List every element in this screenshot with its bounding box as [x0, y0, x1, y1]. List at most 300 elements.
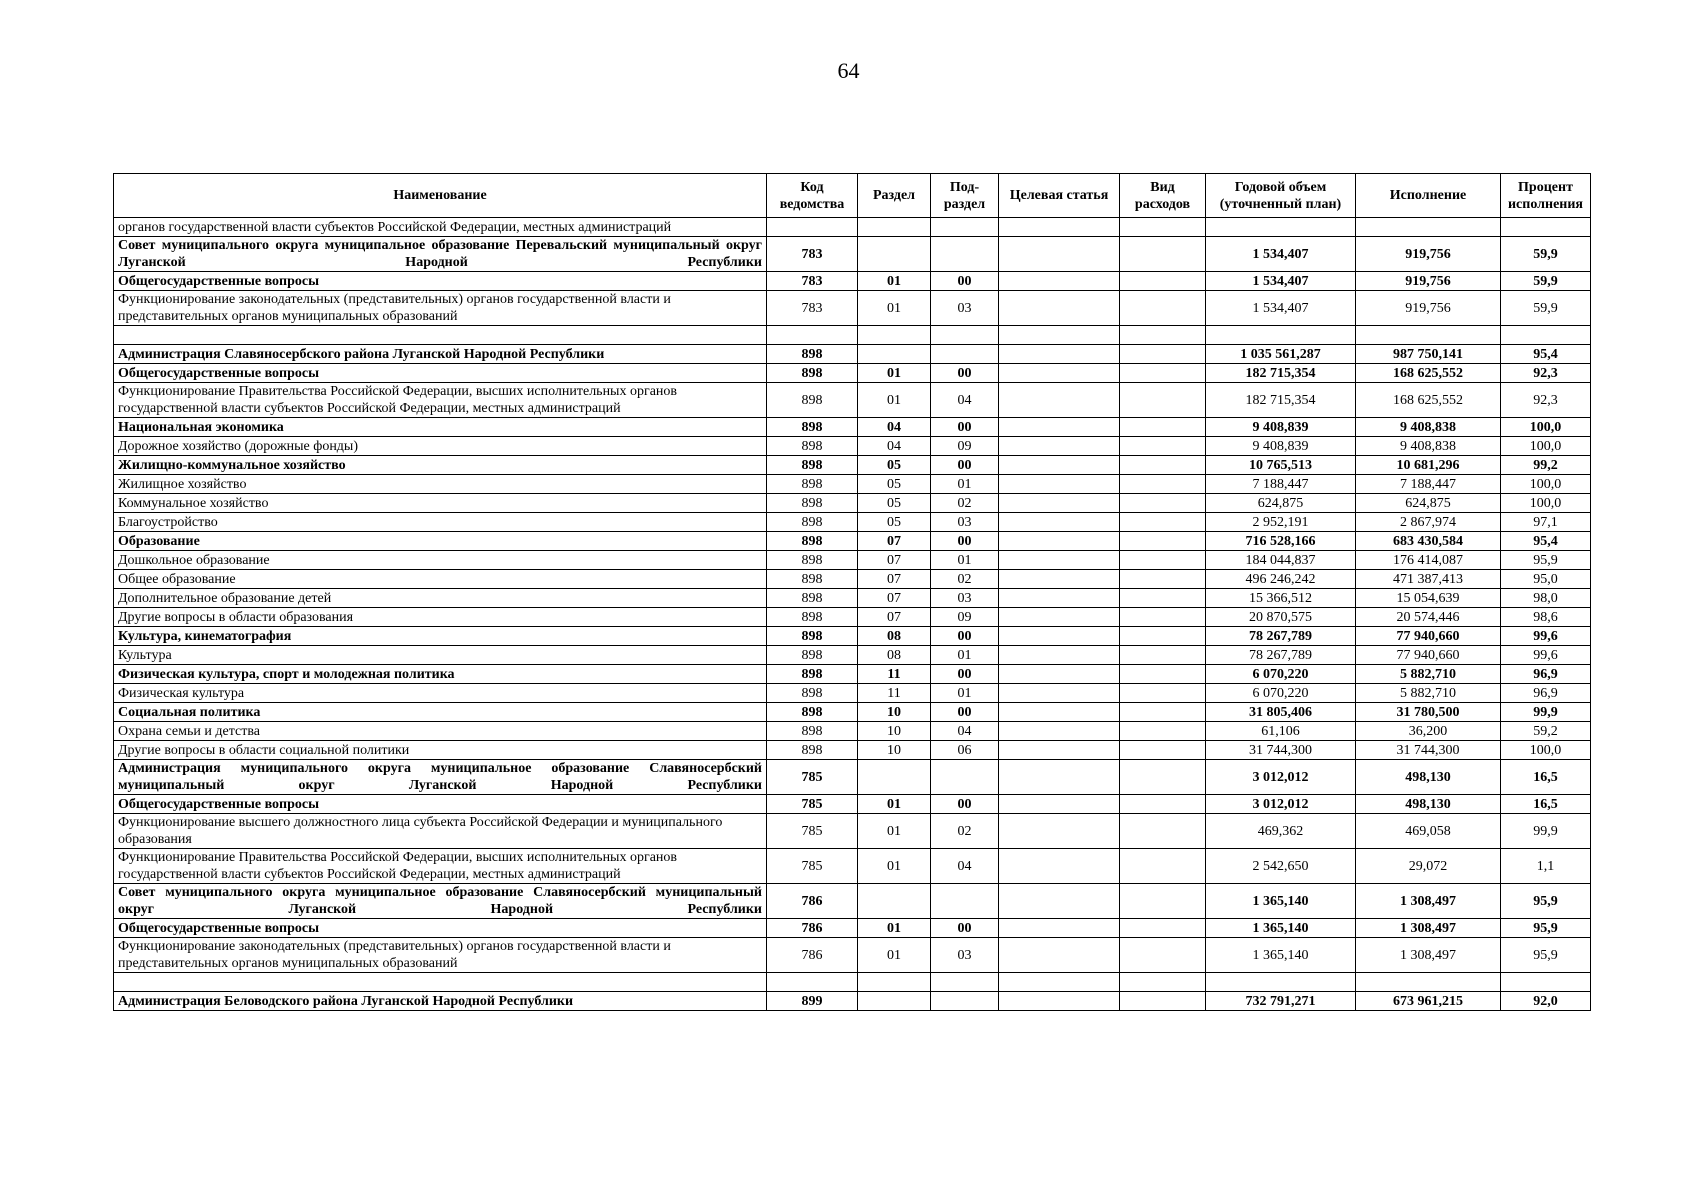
- cell-code: 783: [767, 237, 858, 272]
- cell-plan: 469,362: [1206, 814, 1356, 849]
- cell-name: Национальная экономика: [114, 418, 767, 437]
- cell-plan: 3 012,012: [1206, 795, 1356, 814]
- cell-plan: 9 408,839: [1206, 437, 1356, 456]
- header-pct: Процент исполнения: [1501, 174, 1591, 218]
- cell-exec: 919,756: [1356, 272, 1501, 291]
- cell-type: [1120, 494, 1206, 513]
- table-row: [114, 814, 1591, 849]
- cell-subsection: 03: [931, 291, 999, 326]
- cell-name: Образование: [114, 532, 767, 551]
- cell-type: [1120, 884, 1206, 919]
- cell-pct: 98,6: [1501, 608, 1591, 627]
- cell-subsection: 00: [931, 532, 999, 551]
- cell-section: 07: [858, 608, 931, 627]
- cell-code: 785: [767, 795, 858, 814]
- cell-section: 05: [858, 513, 931, 532]
- cell-target: [999, 814, 1120, 849]
- cell-plan: 2 952,191: [1206, 513, 1356, 532]
- cell-plan: 15 366,512: [1206, 589, 1356, 608]
- cell-pct: 92,0: [1501, 992, 1591, 1011]
- cell-exec: 31 780,500: [1356, 703, 1501, 722]
- cell-exec: 10 681,296: [1356, 456, 1501, 475]
- cell-target: [999, 608, 1120, 627]
- cell-type: [1120, 345, 1206, 364]
- cell-target: [999, 475, 1120, 494]
- cell-target: [999, 665, 1120, 684]
- cell-plan: 7 188,447: [1206, 475, 1356, 494]
- cell-plan: 184 044,837: [1206, 551, 1356, 570]
- cell-target: [999, 795, 1120, 814]
- cell-subsection: 02: [931, 570, 999, 589]
- cell-exec: 168 625,552: [1356, 383, 1501, 418]
- cell-target: [999, 494, 1120, 513]
- cell-plan: 1 365,140: [1206, 919, 1356, 938]
- cell-code: [767, 326, 858, 345]
- cell-pct: 59,9: [1501, 237, 1591, 272]
- cell-exec: 7 188,447: [1356, 475, 1501, 494]
- cell-name: Общегосударственные вопросы: [114, 272, 767, 291]
- cell-name: Общегосударственные вопросы: [114, 919, 767, 938]
- table-row: [114, 237, 1591, 272]
- cell-target: [999, 919, 1120, 938]
- cell-target: [999, 437, 1120, 456]
- cell-exec: 15 054,639: [1356, 589, 1501, 608]
- table-row: [114, 364, 1591, 383]
- cell-pct: 95,4: [1501, 532, 1591, 551]
- cell-pct: 92,3: [1501, 383, 1591, 418]
- cell-section: [858, 760, 931, 795]
- cell-plan: 182 715,354: [1206, 383, 1356, 418]
- cell-pct: 59,2: [1501, 722, 1591, 741]
- cell-plan: 78 267,789: [1206, 646, 1356, 665]
- cell-type: [1120, 627, 1206, 646]
- cell-type: [1120, 589, 1206, 608]
- cell-code: 898: [767, 608, 858, 627]
- cell-name: Общегосударственные вопросы: [114, 795, 767, 814]
- cell-pct: 59,9: [1501, 272, 1591, 291]
- cell-pct: 16,5: [1501, 795, 1591, 814]
- table-row: [114, 938, 1591, 973]
- cell-section: 08: [858, 646, 931, 665]
- cell-pct: 95,9: [1501, 938, 1591, 973]
- cell-name: [114, 973, 767, 992]
- cell-exec: 20 574,446: [1356, 608, 1501, 627]
- cell-code: 898: [767, 532, 858, 551]
- cell-section: 01: [858, 919, 931, 938]
- cell-name: Социальная политика: [114, 703, 767, 722]
- cell-name: Физическая культура: [114, 684, 767, 703]
- cell-subsection: 00: [931, 795, 999, 814]
- cell-code: 898: [767, 383, 858, 418]
- cell-plan: 1 365,140: [1206, 938, 1356, 973]
- cell-subsection: 03: [931, 938, 999, 973]
- cell-target: [999, 646, 1120, 665]
- cell-exec: 168 625,552: [1356, 364, 1501, 383]
- cell-plan: 3 012,012: [1206, 760, 1356, 795]
- cell-code: 898: [767, 703, 858, 722]
- cell-subsection: 00: [931, 919, 999, 938]
- cell-section: 01: [858, 272, 931, 291]
- cell-exec: 5 882,710: [1356, 665, 1501, 684]
- cell-code: 785: [767, 849, 858, 884]
- cell-type: [1120, 608, 1206, 627]
- cell-code: 898: [767, 665, 858, 684]
- page-number: 64: [837, 58, 860, 83]
- cell-type: [1120, 513, 1206, 532]
- cell-section: 01: [858, 383, 931, 418]
- cell-name: Общегосударственные вопросы: [114, 364, 767, 383]
- cell-type: [1120, 684, 1206, 703]
- cell-subsection: 00: [931, 703, 999, 722]
- cell-target: [999, 684, 1120, 703]
- cell-pct: 97,1: [1501, 513, 1591, 532]
- cell-name: Охрана семьи и детства: [114, 722, 767, 741]
- cell-name: Дорожное хозяйство (дорожные фонды): [114, 437, 767, 456]
- cell-name: Дошкольное образование: [114, 551, 767, 570]
- cell-plan: 182 715,354: [1206, 364, 1356, 383]
- cell-pct: 16,5: [1501, 760, 1591, 795]
- cell-exec: 919,756: [1356, 237, 1501, 272]
- cell-subsection: 09: [931, 437, 999, 456]
- cell-code: 898: [767, 646, 858, 665]
- cell-name: Администрация Беловодского района Луганской Народной Республики: [114, 992, 767, 1011]
- cell-name: Функционирование Правительства Российской Федерации, высших исполнительных органов государственной власти субъектов Российской Федерации, местных администраций: [114, 849, 767, 884]
- cell-plan: 31 805,406: [1206, 703, 1356, 722]
- cell-subsection: 04: [931, 849, 999, 884]
- cell-plan: 2 542,650: [1206, 849, 1356, 884]
- cell-section: 04: [858, 437, 931, 456]
- table-row: [114, 218, 1591, 237]
- cell-plan: 716 528,166: [1206, 532, 1356, 551]
- cell-subsection: [931, 973, 999, 992]
- cell-type: [1120, 992, 1206, 1011]
- cell-section: 07: [858, 570, 931, 589]
- cell-type: [1120, 741, 1206, 760]
- cell-type: [1120, 849, 1206, 884]
- cell-section: [858, 218, 931, 237]
- cell-subsection: 00: [931, 272, 999, 291]
- cell-type: [1120, 665, 1206, 684]
- table-row: [114, 532, 1591, 551]
- cell-plan: [1206, 218, 1356, 237]
- cell-subsection: 02: [931, 494, 999, 513]
- table-body: [114, 218, 1591, 1011]
- cell-type: [1120, 703, 1206, 722]
- cell-name: Культура, кинематография: [114, 627, 767, 646]
- table-row: [114, 456, 1591, 475]
- cell-section: 01: [858, 795, 931, 814]
- cell-pct: 95,4: [1501, 345, 1591, 364]
- cell-section: 05: [858, 475, 931, 494]
- cell-type: [1120, 919, 1206, 938]
- cell-type: [1120, 532, 1206, 551]
- cell-name: Функционирование законодательных (представительных) органов государственной власти и представительных органов муниципальных образований: [114, 291, 767, 326]
- header-type: Вид расходов: [1120, 174, 1206, 218]
- table-row: [114, 589, 1591, 608]
- cell-code: 898: [767, 418, 858, 437]
- cell-type: [1120, 551, 1206, 570]
- cell-target: [999, 627, 1120, 646]
- cell-section: 10: [858, 741, 931, 760]
- table-row: [114, 992, 1591, 1011]
- cell-code: 786: [767, 919, 858, 938]
- cell-pct: 1,1: [1501, 849, 1591, 884]
- cell-subsection: [931, 884, 999, 919]
- cell-subsection: 04: [931, 383, 999, 418]
- cell-section: [858, 345, 931, 364]
- header-subsection: Под-раздел: [931, 174, 999, 218]
- cell-exec: 498,130: [1356, 760, 1501, 795]
- cell-exec: 624,875: [1356, 494, 1501, 513]
- cell-code: 898: [767, 437, 858, 456]
- header-exec: Исполнение: [1356, 174, 1501, 218]
- cell-section: 01: [858, 849, 931, 884]
- cell-target: [999, 938, 1120, 973]
- cell-target: [999, 532, 1120, 551]
- cell-subsection: 00: [931, 665, 999, 684]
- cell-name: Совет муниципального округа муниципальное образование Перевальский муниципальный округ Луганской Народной Республики: [114, 237, 767, 272]
- cell-pct: [1501, 973, 1591, 992]
- cell-code: 898: [767, 570, 858, 589]
- cell-section: [858, 884, 931, 919]
- cell-plan: 624,875: [1206, 494, 1356, 513]
- cell-code: 898: [767, 364, 858, 383]
- cell-type: [1120, 437, 1206, 456]
- cell-name: Коммунальное хозяйство: [114, 494, 767, 513]
- cell-target: [999, 456, 1120, 475]
- cell-code: 786: [767, 884, 858, 919]
- cell-target: [999, 741, 1120, 760]
- table-row: [114, 703, 1591, 722]
- cell-code: [767, 218, 858, 237]
- cell-section: [858, 992, 931, 1011]
- cell-pct: 92,3: [1501, 364, 1591, 383]
- table-row: [114, 646, 1591, 665]
- header-name: Наименование: [114, 174, 767, 218]
- cell-pct: 100,0: [1501, 418, 1591, 437]
- cell-code: 898: [767, 494, 858, 513]
- table-row: [114, 722, 1591, 741]
- budget-table: [113, 173, 1591, 1011]
- cell-pct: 59,9: [1501, 291, 1591, 326]
- cell-exec: 5 882,710: [1356, 684, 1501, 703]
- cell-type: [1120, 646, 1206, 665]
- cell-target: [999, 589, 1120, 608]
- cell-subsection: 00: [931, 627, 999, 646]
- cell-plan: [1206, 973, 1356, 992]
- cell-target: [999, 364, 1120, 383]
- cell-subsection: [931, 326, 999, 345]
- cell-name: органов государственной власти субъектов Российской Федерации, местных администраций: [114, 218, 767, 237]
- cell-target: [999, 291, 1120, 326]
- cell-name: Функционирование высшего должностного лица субъекта Российской Федерации и муниципального образования: [114, 814, 767, 849]
- table-row: [114, 627, 1591, 646]
- cell-name: Другие вопросы в области образования: [114, 608, 767, 627]
- cell-target: [999, 383, 1120, 418]
- cell-type: [1120, 973, 1206, 992]
- cell-section: 05: [858, 494, 931, 513]
- table-row: [114, 383, 1591, 418]
- cell-target: [999, 973, 1120, 992]
- cell-target: [999, 722, 1120, 741]
- table-row: [114, 345, 1591, 364]
- cell-plan: 1 534,407: [1206, 272, 1356, 291]
- cell-exec: 9 408,838: [1356, 437, 1501, 456]
- cell-name: Физическая культура, спорт и молодежная политика: [114, 665, 767, 684]
- table-row-blank: [114, 973, 1591, 992]
- cell-name: Культура: [114, 646, 767, 665]
- cell-type: [1120, 475, 1206, 494]
- cell-section: [858, 326, 931, 345]
- cell-section: [858, 973, 931, 992]
- cell-pct: 100,0: [1501, 475, 1591, 494]
- cell-type: [1120, 938, 1206, 973]
- cell-code: 786: [767, 938, 858, 973]
- cell-exec: 1 308,497: [1356, 938, 1501, 973]
- cell-code: 898: [767, 345, 858, 364]
- cell-exec: 673 961,215: [1356, 992, 1501, 1011]
- cell-target: [999, 218, 1120, 237]
- cell-type: [1120, 795, 1206, 814]
- cell-exec: 31 744,300: [1356, 741, 1501, 760]
- table-row: [114, 418, 1591, 437]
- table-row: [114, 494, 1591, 513]
- table-row: [114, 475, 1591, 494]
- cell-name: Администрация Славяносербского района Луганской Народной Республики: [114, 345, 767, 364]
- cell-exec: 1 308,497: [1356, 884, 1501, 919]
- cell-plan: 1 365,140: [1206, 884, 1356, 919]
- cell-subsection: 03: [931, 513, 999, 532]
- cell-name: Дополнительное образование детей: [114, 589, 767, 608]
- cell-pct: 95,0: [1501, 570, 1591, 589]
- cell-target: [999, 551, 1120, 570]
- cell-pct: 99,9: [1501, 703, 1591, 722]
- table-row: [114, 608, 1591, 627]
- cell-name: Благоустройство: [114, 513, 767, 532]
- cell-plan: [1206, 326, 1356, 345]
- table-row: [114, 513, 1591, 532]
- cell-section: 07: [858, 551, 931, 570]
- cell-type: [1120, 291, 1206, 326]
- cell-code: 898: [767, 684, 858, 703]
- cell-subsection: 01: [931, 646, 999, 665]
- cell-target: [999, 570, 1120, 589]
- cell-type: [1120, 570, 1206, 589]
- cell-type: [1120, 418, 1206, 437]
- cell-code: 898: [767, 741, 858, 760]
- cell-code: 898: [767, 513, 858, 532]
- cell-exec: 498,130: [1356, 795, 1501, 814]
- cell-code: 898: [767, 475, 858, 494]
- cell-section: 01: [858, 291, 931, 326]
- cell-pct: 99,6: [1501, 627, 1591, 646]
- cell-target: [999, 884, 1120, 919]
- cell-exec: [1356, 218, 1501, 237]
- cell-pct: 100,0: [1501, 494, 1591, 513]
- cell-exec: 987 750,141: [1356, 345, 1501, 364]
- cell-plan: 1 534,407: [1206, 237, 1356, 272]
- cell-subsection: [931, 218, 999, 237]
- cell-pct: 99,6: [1501, 646, 1591, 665]
- table-header-row: [114, 174, 1591, 218]
- cell-pct: 96,9: [1501, 665, 1591, 684]
- cell-exec: 471 387,413: [1356, 570, 1501, 589]
- cell-exec: 77 940,660: [1356, 627, 1501, 646]
- table-row: [114, 919, 1591, 938]
- cell-type: [1120, 383, 1206, 418]
- cell-type: [1120, 326, 1206, 345]
- cell-name: Другие вопросы в области социальной политики: [114, 741, 767, 760]
- cell-type: [1120, 722, 1206, 741]
- cell-target: [999, 345, 1120, 364]
- cell-section: 05: [858, 456, 931, 475]
- cell-plan: 732 791,271: [1206, 992, 1356, 1011]
- cell-plan: 1 534,407: [1206, 291, 1356, 326]
- cell-plan: 6 070,220: [1206, 665, 1356, 684]
- table-row: [114, 291, 1591, 326]
- cell-plan: 61,106: [1206, 722, 1356, 741]
- cell-type: [1120, 237, 1206, 272]
- cell-pct: 95,9: [1501, 919, 1591, 938]
- cell-section: [858, 237, 931, 272]
- cell-exec: 77 940,660: [1356, 646, 1501, 665]
- header-target: Целевая статья: [999, 174, 1120, 218]
- cell-exec: 29,072: [1356, 849, 1501, 884]
- table-row: [114, 760, 1591, 795]
- cell-section: 04: [858, 418, 931, 437]
- cell-target: [999, 703, 1120, 722]
- cell-code: 898: [767, 722, 858, 741]
- cell-subsection: 03: [931, 589, 999, 608]
- cell-section: 01: [858, 814, 931, 849]
- header-plan: Годовой объем (уточненный план): [1206, 174, 1356, 218]
- cell-name: Администрация муниципального округа муниципальное образование Славяносербский муниципальный округ Луганской Народной Республики: [114, 760, 767, 795]
- cell-exec: 176 414,087: [1356, 551, 1501, 570]
- cell-code: 783: [767, 291, 858, 326]
- cell-name: [114, 326, 767, 345]
- cell-exec: 2 867,974: [1356, 513, 1501, 532]
- cell-plan: 1 035 561,287: [1206, 345, 1356, 364]
- table-row: [114, 795, 1591, 814]
- cell-type: [1120, 760, 1206, 795]
- cell-plan: 496 246,242: [1206, 570, 1356, 589]
- cell-section: 07: [858, 589, 931, 608]
- cell-section: 01: [858, 364, 931, 383]
- cell-pct: [1501, 326, 1591, 345]
- cell-code: 898: [767, 589, 858, 608]
- table-row: [114, 884, 1591, 919]
- cell-target: [999, 513, 1120, 532]
- cell-exec: [1356, 326, 1501, 345]
- cell-section: 07: [858, 532, 931, 551]
- cell-subsection: [931, 760, 999, 795]
- cell-type: [1120, 218, 1206, 237]
- cell-exec: 919,756: [1356, 291, 1501, 326]
- cell-plan: 20 870,575: [1206, 608, 1356, 627]
- cell-pct: 95,9: [1501, 551, 1591, 570]
- cell-pct: [1501, 218, 1591, 237]
- cell-section: 11: [858, 684, 931, 703]
- cell-name: Функционирование Правительства Российской Федерации, высших исполнительных органов государственной власти субъектов Российской Федерации, местных администраций: [114, 383, 767, 418]
- cell-type: [1120, 814, 1206, 849]
- cell-target: [999, 760, 1120, 795]
- cell-pct: 98,0: [1501, 589, 1591, 608]
- cell-code: 898: [767, 456, 858, 475]
- cell-name: Жилищно-коммунальное хозяйство: [114, 456, 767, 475]
- cell-subsection: 09: [931, 608, 999, 627]
- table-row: [114, 272, 1591, 291]
- cell-name: Общее образование: [114, 570, 767, 589]
